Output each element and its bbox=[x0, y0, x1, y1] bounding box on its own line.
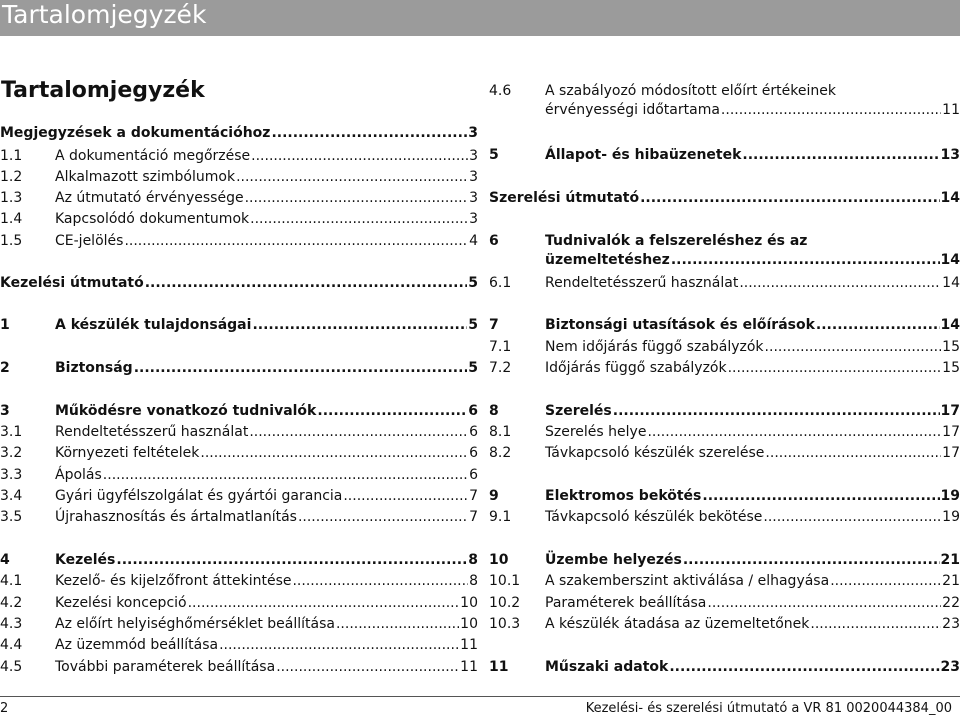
toc-entry-number: 7.1 bbox=[489, 339, 512, 355]
toc-dot-leader bbox=[276, 658, 459, 677]
toc-entry-number: 1 bbox=[0, 317, 10, 333]
toc-entry-page: 13 bbox=[940, 147, 960, 163]
toc-entry-number: 4.3 bbox=[0, 616, 23, 632]
toc-entry-number: 3.5 bbox=[0, 509, 23, 525]
toc-entry-page: 11 bbox=[460, 659, 478, 675]
toc-dot-leader bbox=[298, 508, 468, 527]
toc-entry[interactable] bbox=[489, 615, 960, 634]
toc-dot-leader bbox=[765, 444, 941, 463]
toc-dot-leader bbox=[683, 551, 940, 570]
toc-entry-page: 15 bbox=[942, 360, 960, 376]
toc-entry-title: Rendeltetésszerű használat bbox=[55, 424, 249, 440]
toc-entry[interactable] bbox=[0, 316, 478, 335]
toc-entry[interactable] bbox=[0, 423, 478, 442]
toc-entry-number: 5 bbox=[489, 147, 499, 163]
toc-entry-number: 9.1 bbox=[489, 509, 512, 525]
toc-entry-page: 19 bbox=[942, 509, 960, 525]
toc-entry-number: 4 bbox=[0, 552, 10, 568]
toc-entry-title: CE-jelölés bbox=[55, 233, 124, 249]
toc-entry-page: 23 bbox=[942, 616, 960, 632]
toc-entry-page: 22 bbox=[942, 595, 960, 611]
toc-entry[interactable] bbox=[0, 147, 478, 166]
toc-entry[interactable] bbox=[489, 146, 960, 165]
toc-entry[interactable] bbox=[0, 487, 478, 506]
footer-divider bbox=[0, 696, 960, 697]
toc-entry-number: 2 bbox=[0, 360, 10, 376]
toc-entry-title: A készülék átadása az üzemeltetőnek bbox=[545, 616, 810, 632]
toc-entry-page: 6 bbox=[469, 445, 478, 461]
toc-dot-leader bbox=[816, 316, 940, 335]
toc-entry-title: Távkapcsoló készülék szerelése bbox=[545, 445, 765, 461]
toc-entry-title: A készülék tulajdonságai bbox=[55, 317, 252, 333]
toc-dot-leader bbox=[343, 487, 468, 506]
toc-entry-title: Megjegyzések a dokumentációhoz bbox=[0, 125, 271, 141]
toc-entry-number: 11 bbox=[489, 659, 509, 675]
toc-entry-page: 7 bbox=[469, 488, 478, 504]
toc-dot-leader bbox=[292, 572, 468, 591]
toc-entry-number: 4.1 bbox=[0, 573, 23, 589]
toc-entry-number: 1.3 bbox=[0, 190, 23, 206]
toc-entry-number: 3.3 bbox=[0, 467, 23, 483]
toc-entry[interactable] bbox=[0, 232, 478, 251]
toc-dot-leader bbox=[640, 189, 939, 208]
toc-entry-page: 3 bbox=[469, 148, 478, 164]
toc-entry-page: 3 bbox=[469, 211, 478, 227]
toc-dot-leader bbox=[188, 594, 460, 613]
toc-entry-page: 3 bbox=[469, 190, 478, 206]
toc-entry-page: 8 bbox=[469, 573, 478, 589]
toc-entry-number: 3.1 bbox=[0, 424, 23, 440]
toc-entry-number: 10.3 bbox=[489, 616, 521, 632]
toc-entry-number: 8.1 bbox=[489, 424, 512, 440]
toc-entry-title: Újrahasznosítás és ártalmatlanítás bbox=[55, 509, 297, 525]
toc-entry-page: 14 bbox=[940, 190, 960, 206]
toc-entry-page: 11 bbox=[460, 637, 478, 653]
toc-entry-title: Biztonsági utasítások és előírások bbox=[545, 317, 815, 333]
toc-entry[interactable] bbox=[0, 636, 478, 655]
footer-page-number: 2 bbox=[0, 701, 9, 716]
toc-entry-number: 1.4 bbox=[0, 211, 23, 227]
toc-entry[interactable] bbox=[0, 615, 478, 634]
toc-entry-page: 5 bbox=[468, 360, 478, 376]
toc-entry[interactable] bbox=[489, 508, 960, 527]
toc-dot-leader bbox=[671, 251, 940, 270]
toc-entry[interactable] bbox=[489, 551, 960, 570]
toc-entry-title: érvényességi időtartama bbox=[545, 102, 720, 118]
toc-dot-leader bbox=[721, 101, 941, 120]
toc-entry[interactable] bbox=[489, 594, 960, 613]
toc-entry-number: 9 bbox=[489, 488, 499, 504]
toc-entry[interactable] bbox=[0, 274, 478, 293]
toc-entry-title: Kezelő- és kijelzőfront áttekintése bbox=[55, 573, 292, 589]
toc-entry-page: 17 bbox=[940, 403, 960, 419]
toc-entry[interactable] bbox=[0, 466, 478, 485]
toc-entry-title: Kezelés bbox=[55, 552, 116, 568]
toc-entry[interactable] bbox=[489, 658, 960, 677]
toc-dot-leader bbox=[669, 658, 939, 677]
toc-entry-title: Szerelési útmutató bbox=[489, 190, 640, 206]
toc-entry-title: Távkapcsoló készülék bekötése bbox=[545, 509, 763, 525]
toc-entry[interactable] bbox=[489, 359, 960, 378]
toc-entry-page: 5 bbox=[468, 275, 478, 291]
toc-dot-leader bbox=[252, 316, 467, 335]
toc-entry-number: 7.2 bbox=[489, 360, 512, 376]
toc-entry-page: 14 bbox=[940, 317, 960, 333]
toc-entry-title: Működésre vonatkozó tudnivalók bbox=[55, 403, 317, 419]
toc-entry-page: 11 bbox=[942, 102, 960, 118]
toc-entry-number: 3.4 bbox=[0, 488, 23, 504]
toc-dot-leader bbox=[134, 359, 468, 378]
toc-entry-number: 3 bbox=[0, 403, 10, 419]
toc-entry[interactable] bbox=[0, 210, 478, 229]
toc-entry[interactable] bbox=[0, 444, 478, 463]
toc-entry[interactable] bbox=[0, 572, 478, 591]
toc-entry-title: Szerelés bbox=[545, 403, 612, 419]
toc-entry-title: Állapot- és hibaüzenetek bbox=[545, 147, 742, 163]
toc-entry[interactable] bbox=[0, 359, 478, 378]
toc-entry-title: Üzembe helyezés bbox=[545, 552, 682, 568]
toc-entry-title: Alkalmazott szimbólumok bbox=[55, 169, 236, 185]
toc-entry-title: Környezeti feltételek bbox=[55, 445, 200, 461]
toc-dot-leader bbox=[271, 124, 467, 143]
toc-entry-number: 10.1 bbox=[489, 573, 521, 589]
toc-entry-title: Gyári ügyfélszolgálat és gyártói garancia bbox=[55, 488, 343, 504]
toc-entry[interactable] bbox=[489, 338, 960, 357]
header-band bbox=[0, 0, 960, 36]
page-title: Tartalomjegyzék bbox=[1, 78, 205, 103]
toc-entry-title: Kezelési koncepció bbox=[55, 595, 187, 611]
toc-entry-page: 14 bbox=[942, 275, 960, 291]
toc-entry-page: 6 bbox=[469, 424, 478, 440]
toc-entry[interactable] bbox=[0, 551, 478, 570]
toc-entry[interactable] bbox=[489, 402, 960, 421]
toc-entry[interactable] bbox=[0, 508, 478, 527]
toc-entry[interactable] bbox=[0, 189, 478, 208]
toc-dot-leader bbox=[830, 572, 941, 591]
toc-entry-number: 1.1 bbox=[0, 148, 23, 164]
toc-dot-leader bbox=[613, 402, 940, 421]
toc-dot-leader bbox=[200, 444, 468, 463]
toc-dot-leader bbox=[336, 615, 459, 634]
toc-entry-page: 6 bbox=[469, 467, 478, 483]
toc-entry-page: 23 bbox=[940, 659, 960, 675]
toc-entry[interactable] bbox=[0, 402, 478, 421]
toc-entry-number: 1.2 bbox=[0, 169, 23, 185]
toc-dot-leader bbox=[742, 146, 939, 165]
toc-entry-number: 8.2 bbox=[489, 445, 512, 461]
toc-dot-leader bbox=[219, 636, 459, 655]
toc-entry-page: 19 bbox=[940, 488, 960, 504]
toc-dot-leader bbox=[739, 274, 941, 293]
toc-dot-leader bbox=[251, 147, 468, 166]
toc-entry-title: Rendeltetésszerű használat bbox=[545, 275, 739, 291]
toc-dot-leader bbox=[124, 232, 468, 251]
toc-entry[interactable] bbox=[489, 444, 960, 463]
toc-entry-number: 3.2 bbox=[0, 445, 23, 461]
header-title: Tartalomjegyzék bbox=[2, 0, 207, 29]
toc-entry-title: A szabályozó módosított előírt értékeinek bbox=[545, 83, 836, 99]
toc-entry-page: 14 bbox=[940, 252, 960, 268]
toc-dot-leader bbox=[116, 551, 467, 570]
toc-entry-number: 10.2 bbox=[489, 595, 521, 611]
toc-dot-leader bbox=[707, 594, 941, 613]
toc-entry[interactable] bbox=[0, 658, 478, 677]
toc-dot-leader bbox=[250, 210, 468, 229]
toc-entry-page: 17 bbox=[942, 445, 960, 461]
toc-entry-number: 10 bbox=[489, 552, 509, 568]
toc-dot-leader bbox=[145, 274, 468, 293]
toc-entry-title: Ápolás bbox=[55, 467, 102, 483]
toc-dot-leader bbox=[763, 508, 941, 527]
toc-entry-title: Tudnivalók a felszereléshez és az bbox=[545, 233, 808, 249]
toc-entry-number: 4.5 bbox=[0, 659, 23, 675]
toc-entry-title: Az üzemmód beállítása bbox=[55, 637, 219, 653]
toc-entry[interactable] bbox=[489, 189, 960, 208]
toc-entry[interactable] bbox=[489, 232, 960, 270]
toc-entry-title: Kezelési útmutató bbox=[0, 275, 144, 291]
toc-entry-page: 15 bbox=[942, 339, 960, 355]
toc-entry-title: További paraméterek beállítása bbox=[55, 659, 276, 675]
toc-entry-page: 21 bbox=[940, 552, 960, 568]
toc-entry[interactable] bbox=[0, 168, 478, 187]
toc-entry-title: Elektromos bekötés bbox=[545, 488, 702, 504]
toc-entry-number: 8 bbox=[489, 403, 499, 419]
toc-entry-number: 6.1 bbox=[489, 275, 512, 291]
toc-entry[interactable] bbox=[0, 594, 478, 613]
toc-entry-page: 10 bbox=[460, 616, 478, 632]
toc-dot-leader bbox=[702, 487, 939, 506]
toc-dot-leader bbox=[647, 423, 941, 442]
toc-entry-title: Paraméterek beállítása bbox=[545, 595, 707, 611]
toc-entry-title: Nem időjárás függő szabályzók bbox=[545, 339, 764, 355]
toc-entry-number: 4.4 bbox=[0, 637, 23, 653]
toc-entry-page: 4 bbox=[469, 233, 478, 249]
toc-dot-leader bbox=[317, 402, 467, 421]
toc-entry-page: 17 bbox=[942, 424, 960, 440]
toc-dot-leader bbox=[249, 423, 468, 442]
toc-entry-title: üzemeltetéshez bbox=[545, 252, 670, 268]
toc-entry-page: 10 bbox=[460, 595, 478, 611]
toc-dot-leader bbox=[236, 168, 468, 187]
toc-entry[interactable] bbox=[489, 274, 960, 293]
toc-entry-number: 7 bbox=[489, 317, 499, 333]
toc-entry-number: 6 bbox=[489, 233, 499, 249]
toc-dot-leader bbox=[103, 466, 468, 485]
toc-entry-title: Az útmutató érvényessége bbox=[55, 190, 244, 206]
toc-entry-page: 7 bbox=[469, 509, 478, 525]
toc-entry-title: Az előírt helyiséghőmérséklet beállítása bbox=[55, 616, 335, 632]
toc-entry-page: 3 bbox=[468, 125, 478, 141]
toc-dot-leader bbox=[765, 338, 942, 357]
footer-document-title: Kezelési- és szerelési útmutató a VR 81 0020044384_00 bbox=[585, 701, 952, 716]
toc-entry[interactable] bbox=[489, 423, 960, 442]
toc-entry-title: Kapcsolódó dokumentumok bbox=[55, 211, 250, 227]
toc-entry-page: 3 bbox=[469, 169, 478, 185]
toc-dot-leader bbox=[810, 615, 941, 634]
toc-dot-leader bbox=[245, 189, 469, 208]
toc-entry-page: 21 bbox=[942, 573, 960, 589]
toc-entry-number: 4.6 bbox=[489, 83, 512, 99]
toc-entry-title: Biztonság bbox=[55, 360, 133, 376]
toc-entry-number: 1.5 bbox=[0, 233, 23, 249]
toc-entry-page: 6 bbox=[468, 403, 478, 419]
toc-entry[interactable] bbox=[489, 82, 960, 120]
toc-entry-page: 8 bbox=[468, 552, 478, 568]
toc-entry-title: Szerelés helye bbox=[545, 424, 647, 440]
toc-entry-title: A szakemberszint aktiválása / elhagyása bbox=[545, 573, 830, 589]
toc-entry[interactable] bbox=[489, 316, 960, 335]
toc-entry-title: A dokumentáció megőrzése bbox=[55, 148, 251, 164]
toc-entry-title: Műszaki adatok bbox=[545, 659, 669, 675]
toc-entry[interactable] bbox=[489, 487, 960, 506]
toc-dot-leader bbox=[728, 359, 942, 378]
toc-entry-page: 5 bbox=[468, 317, 478, 333]
toc-entry[interactable] bbox=[489, 572, 960, 591]
toc-entry-number: 4.2 bbox=[0, 595, 23, 611]
toc-entry[interactable] bbox=[0, 124, 478, 143]
toc-entry-title: Időjárás függő szabályzók bbox=[545, 360, 727, 376]
